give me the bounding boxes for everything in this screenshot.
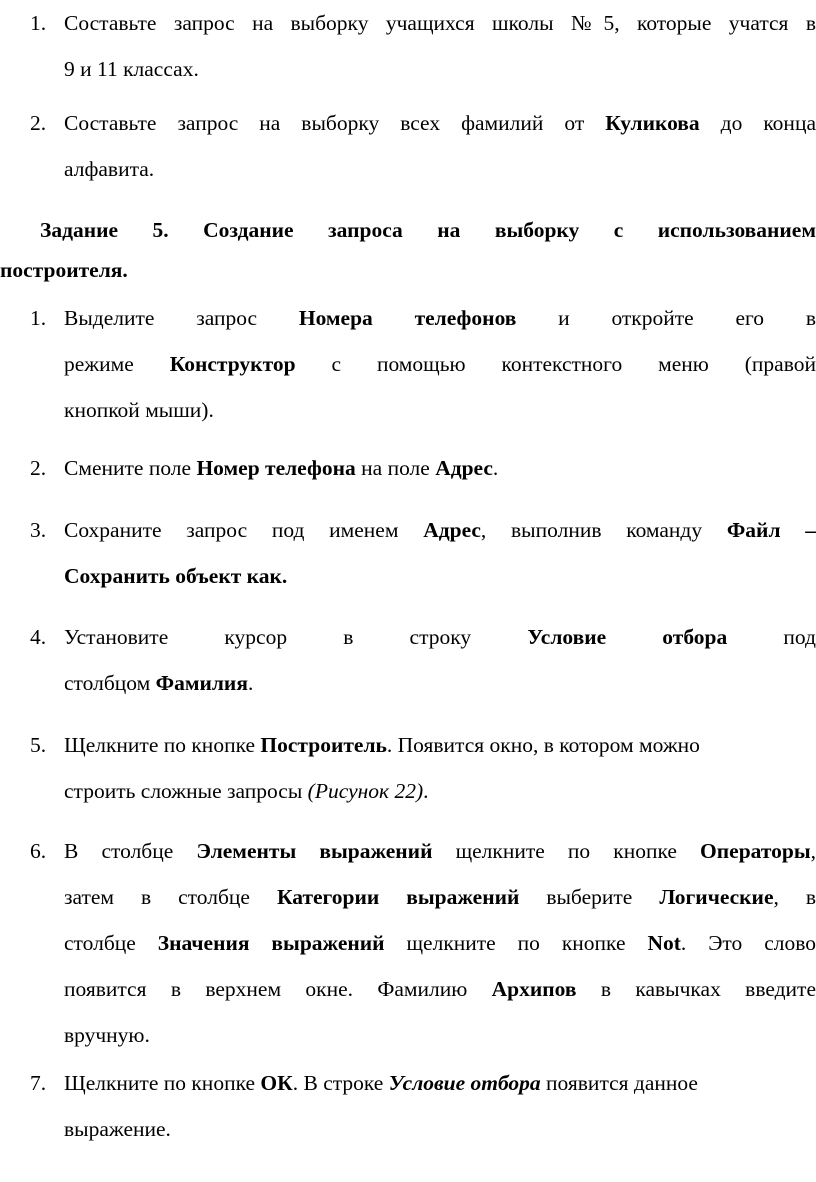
- bold-term: Категории выражений: [276, 885, 520, 909]
- text-line: [64, 553, 816, 599]
- text-run: столбцом: [64, 671, 156, 695]
- list-number: 6.: [30, 839, 47, 863]
- text-run: Смените поле: [64, 456, 197, 480]
- text-run: появится в верхнем окне. Фамилию: [64, 977, 492, 1001]
- text-line: вручную.: [64, 1023, 150, 1047]
- text-line: [64, 966, 816, 1012]
- text-line: кнопкой мыши).: [64, 398, 214, 422]
- bold-term: Условие отбора: [527, 625, 728, 649]
- text-line: [64, 295, 816, 341]
- list-number: 7.: [30, 1071, 47, 1095]
- text-run: Сохраните запрос под именем: [64, 518, 424, 542]
- text-run: строить сложные запросы: [64, 779, 308, 803]
- list-item-text: [64, 445, 816, 491]
- text-line: [64, 100, 816, 146]
- list-item-text: [64, 722, 816, 814]
- text-run: . Это слово: [680, 931, 816, 955]
- list-item: [30, 828, 816, 1058]
- text-run: и откройте его в: [516, 306, 816, 330]
- list-item: [30, 614, 816, 706]
- bold-term: Значения выражений: [157, 931, 385, 955]
- text-run: Установите курсор в строку: [64, 625, 528, 649]
- bold-term: Адрес: [423, 518, 481, 542]
- text-line: выражение.: [64, 1117, 171, 1141]
- text-run: в кавычках введите: [576, 977, 816, 1001]
- text-run: .: [423, 779, 429, 803]
- text-run: на поле: [355, 456, 436, 480]
- text-run: затем в столбце: [64, 885, 277, 909]
- text-line: Составьте запрос на выборку учащихся школы №5, которые учатся в: [64, 11, 816, 35]
- text-line: [64, 920, 816, 966]
- list-item: [30, 507, 816, 599]
- text-run: . Появится окно, в котором можно: [386, 733, 700, 757]
- figure-reference: (Рисунок 22): [307, 779, 424, 803]
- list-item-text: [64, 614, 816, 706]
- list-number: 1.: [30, 306, 47, 330]
- text-line: [64, 1060, 816, 1106]
- bold-term: Конструктор: [169, 352, 296, 376]
- text-line: [64, 828, 816, 874]
- text-run: щелкните по кнопке: [384, 931, 648, 955]
- bold-term: Построитель: [260, 733, 387, 757]
- text-run: .: [247, 671, 254, 695]
- text-line: [64, 722, 816, 768]
- list-item: [30, 100, 816, 192]
- bold-term: Куликова: [605, 111, 700, 135]
- text-line: [64, 874, 816, 920]
- text-line: [64, 445, 816, 491]
- section-heading: [0, 210, 816, 290]
- text-line: 9 и 11 классах.: [64, 57, 199, 81]
- text-run: появится данное: [540, 1071, 698, 1095]
- text-line: [64, 768, 816, 814]
- text-run: , в: [773, 885, 816, 909]
- list-item-text: [64, 295, 816, 433]
- bold-term: Файл –: [726, 518, 816, 542]
- text-run: столбце: [64, 931, 158, 955]
- bold-term: Логические: [659, 885, 774, 909]
- text-run: под: [727, 625, 816, 649]
- list-number: 2.: [30, 456, 47, 480]
- text-run: .: [492, 456, 499, 480]
- list-item: [30, 0, 816, 92]
- list-item-text: [64, 100, 816, 192]
- list-item: [30, 295, 816, 433]
- list-item: [30, 445, 816, 491]
- bold-term: Архипов: [491, 977, 577, 1001]
- bold-term: Фамилия: [155, 671, 248, 695]
- text-run: Выделите запрос: [64, 306, 299, 330]
- bold-term: Сохранить объект как.: [64, 564, 288, 588]
- text-line: алфавита.: [64, 157, 155, 181]
- bold-term: Адрес: [435, 456, 493, 480]
- bold-term: Номера телефонов: [298, 306, 517, 330]
- text-run: с помощью контекстного меню (правой: [295, 352, 816, 376]
- bold-term: ОК: [260, 1071, 293, 1095]
- text-run: режиме: [64, 352, 170, 376]
- list-item-text: [64, 507, 816, 599]
- bold-term: Элементы выражений: [196, 839, 433, 863]
- bold-term: Операторы: [700, 839, 811, 863]
- list-number: 4.: [30, 625, 47, 649]
- text-run: . В строке: [292, 1071, 389, 1095]
- heading-line: Задание 5. Создание запроса на выборку с использованием: [40, 218, 816, 242]
- bold-italic-term: Условие отбора: [388, 1071, 541, 1095]
- list-number: 3.: [30, 518, 47, 542]
- heading-line: построителя.: [0, 258, 128, 282]
- bold-term: Номер телефона: [196, 456, 356, 480]
- text-line: [64, 507, 816, 553]
- text-line: [64, 341, 816, 387]
- list-item-text: [64, 828, 816, 1058]
- text-line: [64, 660, 816, 706]
- list-item: [30, 1060, 816, 1152]
- list-item-text: [64, 0, 816, 92]
- text-run: В столбце: [64, 839, 197, 863]
- bold-term: Not: [647, 931, 681, 955]
- text-run: Щелкните по кнопке: [64, 733, 261, 757]
- text-run: Щелкните по кнопке: [64, 1071, 261, 1095]
- text-run: щелкните по кнопке: [432, 839, 701, 863]
- text-run: Составьте запрос на выборку всех фамилий от: [64, 111, 606, 135]
- list-number: 1.: [30, 11, 47, 35]
- list-number: 5.: [30, 733, 47, 757]
- list-item: [30, 722, 816, 814]
- text-run: ,: [810, 839, 816, 863]
- list-item-text: [64, 1060, 816, 1152]
- text-run: , выполнив команду: [480, 518, 727, 542]
- text-run: выберите: [519, 885, 660, 909]
- text-run: до конца: [699, 111, 816, 135]
- text-line: [64, 614, 816, 660]
- list-number: 2.: [30, 111, 47, 135]
